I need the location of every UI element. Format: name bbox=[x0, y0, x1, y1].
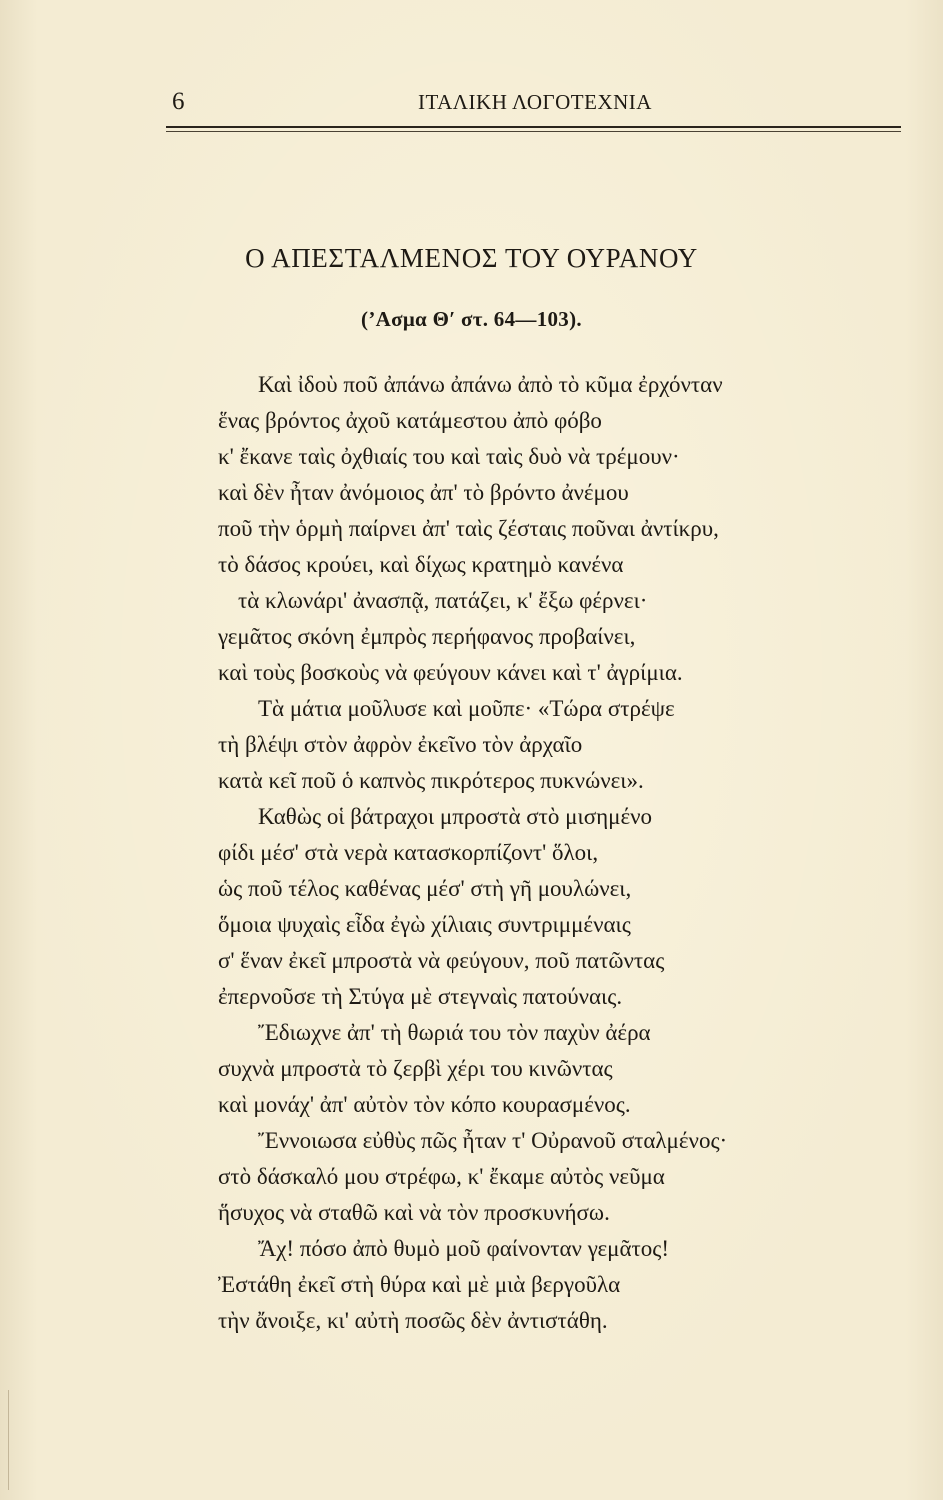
verse-line: τὸ δάσος κρούει, καὶ δίχως κρατημὸ κανένα bbox=[218, 552, 624, 577]
verse-line: συχνὰ μπροστὰ τὸ ζερβὶ χέρι του κινῶντας bbox=[218, 1056, 613, 1081]
verse-line: Τὰ μάτια μοῦλυσε καὶ μοῦπε· «Τώρα στρέψε bbox=[258, 696, 675, 721]
verse-line: ἕνας βρόντος ἀχοῦ κατάμεστου ἀπὸ φόβο bbox=[218, 408, 602, 433]
verse-line: ἥσυχος νὰ σταθῶ καὶ νὰ τὸν προσκυνήσω. bbox=[218, 1200, 610, 1225]
running-head: ΙΤΑΛΙΚΗ ΛΟΓΟΤΕΧΝΙΑ bbox=[418, 90, 652, 114]
header-rule bbox=[166, 126, 901, 128]
poem-title: Ο ΑΠΕΣΤΑΛΜΕΝΟΣ ΤΟΥ ΟΥΡΑΝΟΥ bbox=[245, 243, 698, 273]
verse-line: στὸ δάσκαλό μου στρέφω, κ' ἔκαμε αὐτὸς νεῦμα bbox=[218, 1164, 665, 1189]
verse-line: καὶ τοὺς βοσκοὺς νὰ φεύγουν κάνει καὶ τ' ἀγρίμια. bbox=[218, 660, 683, 685]
verse-line: τὰ κλωνάρι' ἀνασπᾷ, πατάζει, κ' ἔξω φέρνει· bbox=[238, 588, 648, 613]
verse-line: τὴ βλέψι στὸν ἀφρὸν ἐκεῖνο τὸν ἀρχαῖο bbox=[218, 732, 583, 757]
verse-line: ὅμοια ψυχαὶς εἶδα ἐγὼ χίλιαις συντριμμέναις bbox=[218, 912, 631, 937]
verse-line: γεμᾶτος σκόνη ἐμπρὸς περήφανος προβαίνει, bbox=[218, 624, 636, 649]
verse-line: καὶ μονάχ' ἀπ' αὐτὸν τὸν κόπο κουρασμένος. bbox=[218, 1092, 631, 1117]
verse-line: Ἔννοιωσα εὐθὺς πῶς ἦταν τ' Οὐρανοῦ σταλμένος· bbox=[258, 1128, 728, 1153]
verse-line: Ἄχ! πόσο ἀπὸ θυμὸ μοῦ φαίνονταν γεμᾶτος! bbox=[258, 1236, 670, 1261]
header-rule-thin bbox=[166, 131, 901, 132]
verse-line: κ' ἔκανε ταὶς ὀχθιαίς του καὶ ταὶς δυὸ νὰ τρέμουν· bbox=[218, 444, 680, 469]
poem-subtitle: (ʼΑσμα Θ′ στ. 64—103). bbox=[361, 307, 582, 331]
verse-line: τὴν ἄνοιξε, κι' αὐτὴ ποσῶς δὲν ἀντιστάθη. bbox=[218, 1308, 608, 1333]
page-header bbox=[0, 88, 943, 118]
verse-line: Ἔδιωχνε ἀπ' τὴ θωριά του τὸν παχὺν ἀέρα bbox=[258, 1020, 651, 1045]
verse-line: καὶ δὲν ἦταν ἀνόμοιος ἀπ' τὸ βρόντο ἀνέμου bbox=[218, 480, 629, 505]
verse-line: ποῦ τὴν ὁρμὴ παίρνει ἀπ' ταὶς ζέσταις ποῦναι ἀντίκρυ, bbox=[218, 516, 719, 541]
page-number: 6 bbox=[172, 88, 185, 115]
verse-line: ἐπερνοῦσε τὴ Στύγα μὲ στεγναὶς πατούναις. bbox=[218, 984, 623, 1009]
verse-line: Ἐστάθη ἐκεῖ στὴ θύρα καὶ μὲ μιὰ βεργοῦλα bbox=[218, 1272, 621, 1297]
page-edge-mark bbox=[8, 1390, 9, 1490]
verse-line: Καὶ ἰδοὺ ποῦ ἀπάνω ἀπάνω ἀπὸ τὸ κῦμα ἐρχόνταν bbox=[258, 372, 723, 397]
verse-line: φίδι μέσ' στὰ νερὰ κατασκορπίζοντ' ὅλοι, bbox=[218, 840, 599, 865]
verse-line: Καθὼς οἱ βάτραχοι μπροστὰ στὸ μισημένο bbox=[258, 804, 653, 829]
verse-line: σ' ἕναν ἐκεῖ μπροστὰ νὰ φεύγουν, ποῦ πατῶντας bbox=[218, 948, 665, 973]
verse-line: ὡς ποῦ τέλος καθένας μέσ' στὴ γῆ μουλώνει, bbox=[218, 876, 632, 901]
verse-line: κατὰ κεῖ ποῦ ὁ καπνὸς πικρότερος πυκνώνει». bbox=[218, 768, 644, 793]
